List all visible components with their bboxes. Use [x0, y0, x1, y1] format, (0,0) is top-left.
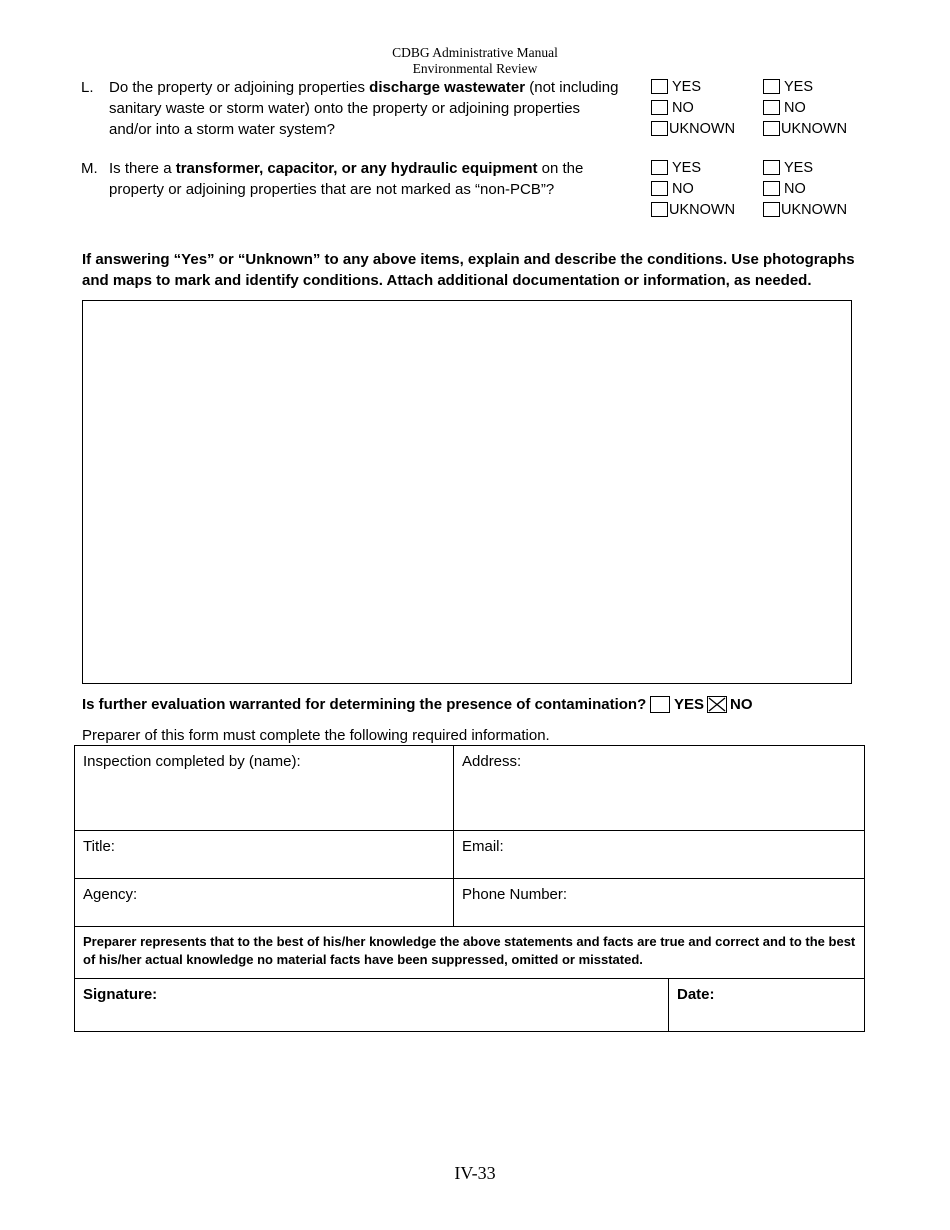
- question-text-bold: transformer, capacitor, or any hydraulic equipment: [175, 160, 538, 177]
- question-text-part: Do the property or adjoining properties: [109, 79, 370, 96]
- further-evaluation-question: Is further evaluation warranted for determining the presence of contamination?: [82, 696, 647, 713]
- no-checkbox[interactable]: [763, 100, 780, 115]
- unknown-checkbox[interactable]: [763, 121, 780, 136]
- preparer-note: Preparer of this form must complete the following required information.: [82, 727, 550, 744]
- yes-checkbox[interactable]: [763, 79, 780, 94]
- no-label: NO: [784, 100, 806, 116]
- preparer-declaration: Preparer represents that to the best of his/her knowledge the above statements and facts are true and correct and to the best of his/her actual knowledge no material facts have been suppressed, omitted or misstated.: [75, 927, 865, 979]
- question-text-bold: discharge wastewater: [369, 79, 526, 96]
- explanation-textarea[interactable]: [82, 300, 852, 684]
- question-letter: L.: [81, 79, 94, 96]
- question-text: [109, 77, 619, 140]
- checkmark-x-icon: [708, 697, 726, 712]
- email-field[interactable]: [454, 831, 865, 879]
- no-checkbox[interactable]: [651, 100, 668, 115]
- inspection-completed-by-field[interactable]: [75, 746, 454, 831]
- explanation-instructions: If answering “Yes” or “Unknown” to any above items, explain and describe the conditions. Use photographs and maps to mark and identify conditions. Attach additional documentation or information, as needed.: [82, 251, 855, 289]
- preparer-info-table: [74, 745, 865, 1032]
- phone-number-label: Phone Number:: [462, 886, 568, 903]
- unknown-label: UKNOWN: [781, 121, 848, 137]
- inspection-completed-by-label: Inspection completed by (name):: [83, 753, 301, 770]
- unknown-label: UKNOWN: [781, 202, 848, 218]
- question-text-part: on the property or adjoining properties that are not marked as “non-PCB”?: [109, 160, 584, 198]
- unknown-checkbox[interactable]: [763, 202, 780, 217]
- page-number: IV-33: [454, 1163, 496, 1183]
- date-field[interactable]: [669, 979, 865, 1032]
- no-checkbox[interactable]: [763, 181, 780, 196]
- phone-number-field[interactable]: [454, 879, 865, 927]
- title-field[interactable]: [75, 831, 454, 879]
- address-field[interactable]: [454, 746, 865, 831]
- question-letter: M.: [81, 160, 98, 177]
- signature-label: Signature:: [83, 986, 158, 1003]
- signature-field[interactable]: [75, 979, 669, 1032]
- further-evaluation-yes-checkbox[interactable]: [650, 696, 670, 713]
- no-label: NO: [672, 181, 694, 197]
- yes-label: YES: [784, 160, 814, 176]
- further-evaluation-no-checkbox[interactable]: [707, 696, 727, 713]
- title-label: Title:: [83, 838, 115, 855]
- agency-label: Agency:: [83, 886, 138, 903]
- date-label: Date:: [677, 986, 715, 1003]
- yes-label: YES: [784, 79, 814, 95]
- no-checkbox[interactable]: [651, 181, 668, 196]
- further-evaluation-no-label: NO: [730, 696, 753, 713]
- further-evaluation-yes-label: YES: [674, 696, 705, 713]
- agency-field[interactable]: [75, 879, 454, 927]
- email-label: Email:: [462, 838, 504, 855]
- yes-checkbox[interactable]: [651, 160, 668, 175]
- unknown-checkbox[interactable]: [651, 121, 668, 136]
- no-label: NO: [672, 100, 694, 116]
- question-text: [109, 158, 629, 200]
- address-label: Address:: [462, 753, 522, 770]
- yes-checkbox[interactable]: [651, 79, 668, 94]
- yes-checkbox[interactable]: [763, 160, 780, 175]
- unknown-label: UKNOWN: [669, 202, 736, 218]
- question-text-part: Is there a: [109, 160, 176, 177]
- unknown-checkbox[interactable]: [651, 202, 668, 217]
- manual-title: CDBG Administrative Manual: [392, 45, 558, 60]
- yes-label: YES: [672, 79, 702, 95]
- unknown-label: UKNOWN: [669, 121, 736, 137]
- yes-label: YES: [672, 160, 702, 176]
- no-label: NO: [784, 181, 806, 197]
- question-text-part: (not including sanitary waste or storm water) onto the property or adjoining properties and/or into a storm water system?: [109, 79, 619, 138]
- section-title: Environmental Review: [412, 61, 538, 76]
